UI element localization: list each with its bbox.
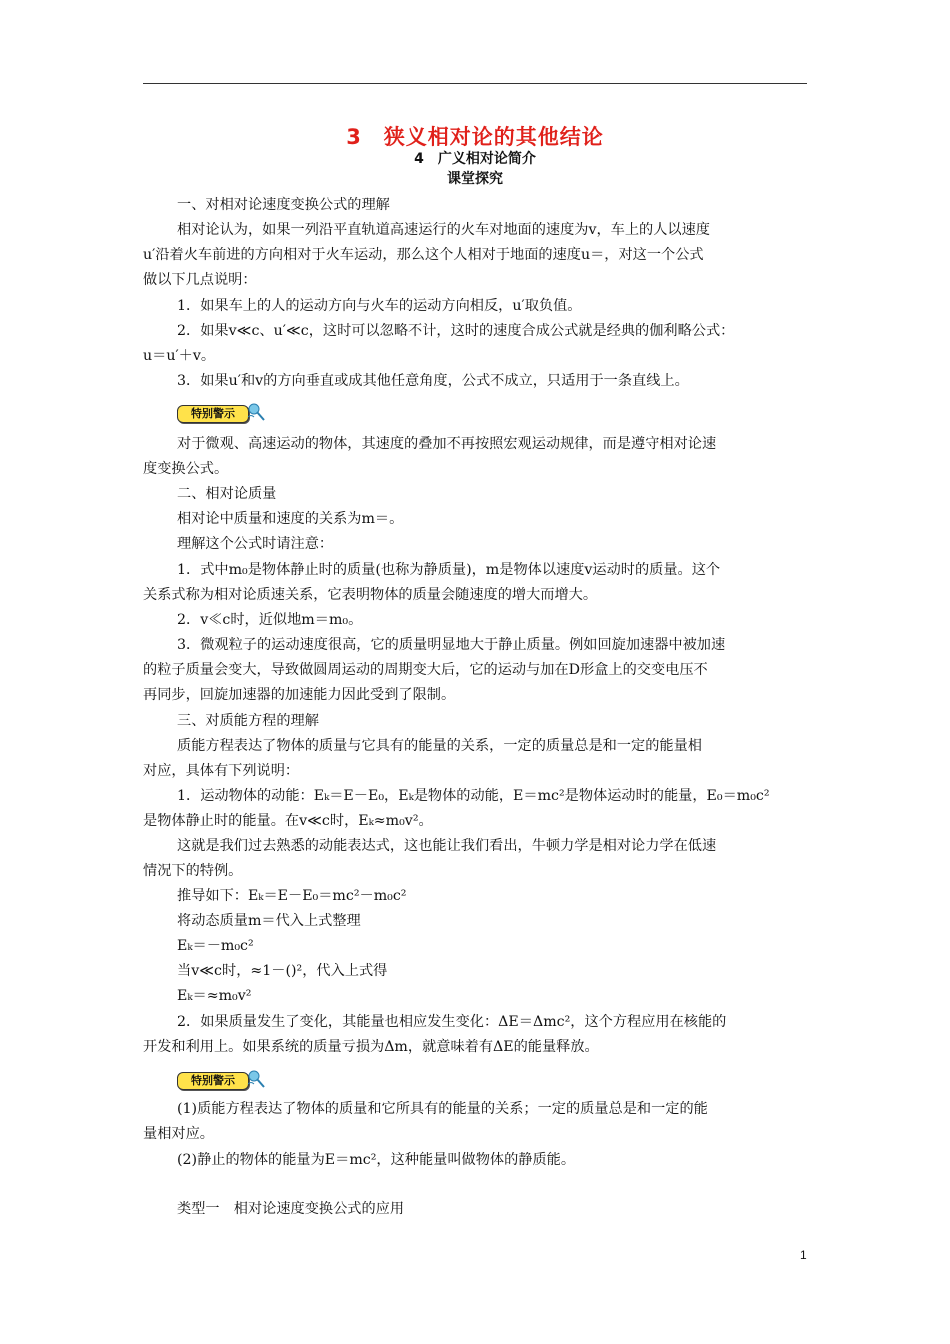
heading-type-one: 类型一 相对论速度变换公式的应用 bbox=[177, 1201, 405, 1217]
list-item: 1．如果车上的人的运动方向与火车的运动方向相反，u′取负值。 bbox=[177, 298, 582, 314]
heading-relativistic-mass: 二、相对论质量 bbox=[177, 486, 277, 502]
paragraph-line: 对于微观、高速运动的物体，其速度的叠加不再按照宏观运动规律，而是遵守相对论速 bbox=[177, 436, 717, 452]
list-item: 2．v≪c时，近似地m＝m₀。 bbox=[177, 612, 363, 628]
formula-line: 将动态质量m＝代入上式整理 bbox=[177, 913, 361, 929]
paragraph-line: 对应，具体有下列说明： bbox=[143, 763, 300, 779]
paragraph-line: u＝u′＋v。 bbox=[143, 348, 216, 364]
badge-label: 特别警示 bbox=[177, 1072, 249, 1090]
heading-mass-energy: 三、对质能方程的理解 bbox=[177, 713, 319, 729]
list-item: 3．微观粒子的运动速度很高，它的质量明显地大于静止质量。例如回旋加速器中被加速 bbox=[177, 637, 726, 653]
special-warning-badge bbox=[175, 1068, 267, 1090]
list-item: (2)静止的物体的能量为E＝mc²，这种能量叫做物体的静质能。 bbox=[177, 1152, 576, 1168]
paragraph-line: 这就是我们过去熟悉的动能表达式，这也能让我们看出，牛顿力学是相对论力学在低速 bbox=[177, 838, 717, 854]
list-item: 1．运动物体的动能：Eₖ＝E－E₀，Eₖ是物体的动能，E＝mc²是物体运动时的能量，E₀＝m₀c² bbox=[177, 788, 770, 804]
pencil-icon bbox=[245, 401, 267, 423]
special-warning-badge bbox=[175, 401, 267, 423]
paragraph-line: 度变换公式。 bbox=[143, 461, 229, 477]
formula-line: 推导如下：Eₖ＝E－E₀＝mc²－m₀c² bbox=[177, 888, 407, 904]
paragraph-line: 再同步，回旋加速器的加速能力因此受到了限制。 bbox=[143, 687, 456, 703]
paragraph-line: 的粒子质量会变大，导致做圆周运动的周期变大后，它的运动与加在D形盒上的交变电压不 bbox=[143, 662, 708, 678]
page-subtitle: 4 广义相对论简介 bbox=[414, 151, 536, 167]
page-title: 3 狭义相对论的其他结论 bbox=[346, 125, 604, 149]
list-item: 2．如果质量发生了变化，其能量也相应发生变化：ΔE＝Δmc²，这个方程应用在核能的 bbox=[177, 1014, 727, 1030]
formula-line: 当v≪c时，≈1－()²，代入上式得 bbox=[177, 963, 388, 979]
formula-line: Eₖ＝－m₀c² bbox=[177, 938, 254, 954]
paragraph-line: 量相对应。 bbox=[143, 1126, 214, 1142]
paragraph-line: 关系式称为相对论质速关系，它表明物体的质量会随速度的增大而增大。 bbox=[143, 587, 598, 603]
heading-velocity-transform: 一、对相对论速度变换公式的理解 bbox=[177, 197, 390, 213]
paragraph-line: 相对论认为，如果一列沿平直轨道高速运行的火车对地面的速度为v，车上的人以速度 bbox=[177, 222, 710, 238]
list-item: 3．如果u′和v的方向垂直或成其他任意角度，公式不成立，只适用于一条直线上。 bbox=[177, 373, 689, 389]
section-heading: 课堂探究 bbox=[447, 171, 503, 187]
paragraph-line: u′沿着火车前进的方向相对于火车运动，那么这个人相对于地面的速度u＝，对这一个公式 bbox=[143, 247, 704, 263]
paragraph-line: 是物体静止时的能量。在v≪c时，Eₖ≈m₀v²。 bbox=[143, 813, 433, 829]
formula-line: Eₖ＝≈m₀v² bbox=[177, 988, 252, 1004]
paragraph-line: 理解这个公式时请注意： bbox=[177, 536, 334, 552]
badge-label: 特别警示 bbox=[177, 405, 249, 423]
paragraph-line: 质能方程表达了物体的质量与它具有的能量的关系，一定的质量总是和一定的能量相 bbox=[177, 738, 702, 754]
paragraph-line: 相对论中质量和速度的关系为m＝。 bbox=[177, 511, 404, 527]
pencil-icon bbox=[245, 1068, 267, 1090]
paragraph-line: 做以下几点说明： bbox=[143, 272, 257, 288]
list-item: (1)质能方程表达了物体的质量和它所具有的能量的关系；一定的质量总是和一定的能 bbox=[177, 1101, 708, 1117]
header-rule bbox=[143, 83, 807, 84]
list-item: 2．如果v≪c、u′≪c，这时可以忽略不计，这时的速度合成公式就是经典的伽利略公式： bbox=[177, 323, 735, 339]
paragraph-line: 情况下的特例。 bbox=[143, 863, 243, 879]
list-item: 1．式中m₀是物体静止时的质量(也称为静质量)，m是物体以速度v运动时的质量。这个 bbox=[177, 562, 721, 578]
paragraph-line: 开发和利用上。如果系统的质量亏损为Δm，就意味着有ΔE的能量释放。 bbox=[143, 1039, 599, 1055]
page-number: 1 bbox=[800, 1248, 807, 1262]
